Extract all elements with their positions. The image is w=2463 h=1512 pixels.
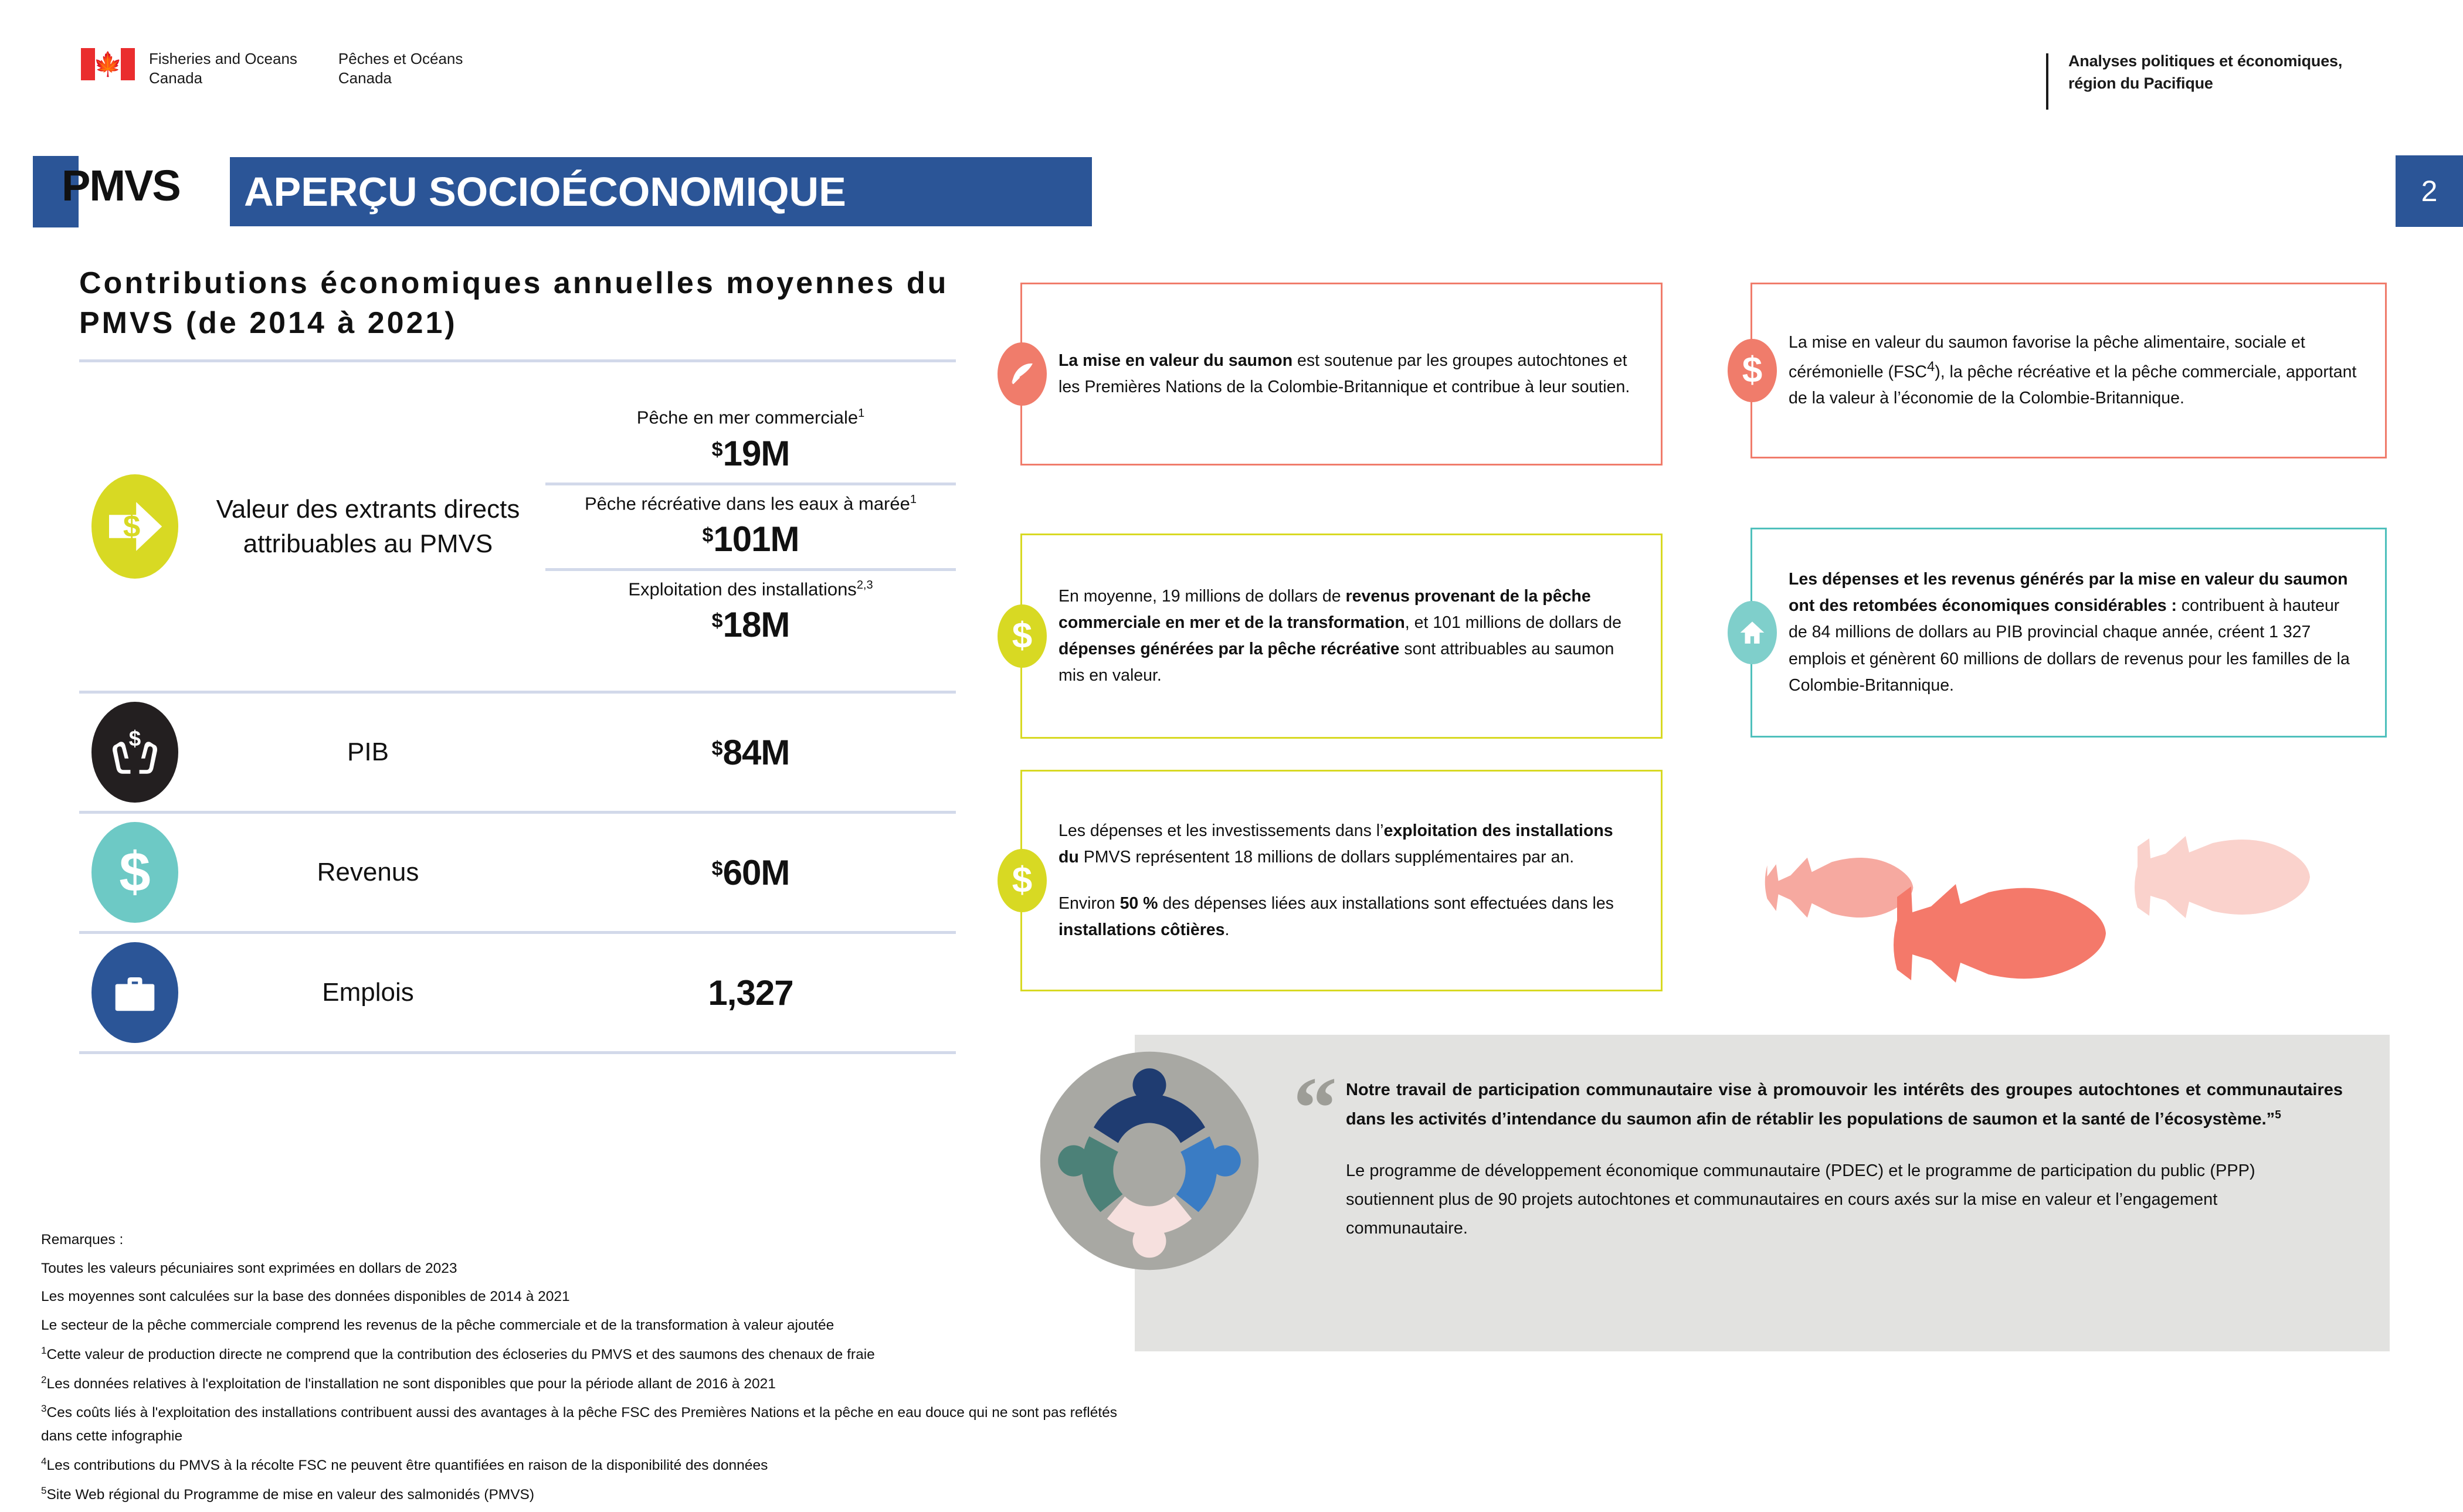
sub-row: [545, 399, 956, 482]
page-title: APERÇU SOCIOÉCONOMIQUE: [244, 169, 846, 215]
callout-text: Les dépenses et les revenus générés par la mise en valeur du saumon ont des retombées économiques considérables : contribuent à hauteur de 84 millions de dollars au PIB provincial chaque année, créent 1 327 emplois et génèrent 60 millions de dollars de revenus pour les familles de la Colombie-Britannique.: [1789, 570, 2350, 695]
callout-box: [1012, 770, 1663, 991]
callout-text: Les dépenses et les investissements dans l’exploitation des installations du PMVS représentent 18 millions de dollars supplémentaires par an. Environ 50 % des dépenses liées aux installations sont effectuées dans les installations côtières.: [1059, 821, 1614, 940]
footnote-item: Les moyennes sont calculées sur la base des données disponibles de 2014 à 2021: [41, 1289, 570, 1305]
row-icon-cell: [79, 702, 191, 803]
page-number: 2: [2421, 175, 2438, 208]
sub-row-caption: Pêche récréative dans les eaux à marée$^1$: [585, 492, 917, 514]
row-label: Emplois: [322, 978, 414, 1007]
contributions-table: [79, 359, 956, 1054]
callout-text: La mise en valeur du saumon est soutenue par les groupes autochtones et les Premières Nations de la Colombie-Britannique et contribue à leur soutien.: [1059, 351, 1630, 396]
footnotes-heading: Remarques :: [41, 1232, 124, 1248]
hands-dollar-icon: [91, 702, 178, 803]
dollar-glyph: $: [119, 841, 151, 904]
economic-contributions-panel: [79, 264, 956, 1054]
row-icon-cell: [79, 474, 191, 579]
salmon-fish-icon: [1756, 827, 2378, 1014]
row-value: 1,327: [708, 973, 793, 1012]
table-row: [79, 814, 956, 931]
callout-box: [1012, 534, 1663, 739]
brand-label: PMVS: [62, 161, 180, 210]
sub-row-value: $19M: [711, 433, 790, 473]
feather-icon: [998, 342, 1047, 406]
footnote-item: $^4$Les contributions du PMVS à la récolte FSC ne peuvent être quantifiées en raison de la disponibilité des données: [41, 1455, 768, 1474]
signature-french: Pêches et Océans Canada: [338, 50, 463, 87]
government-of-canada-signature: [81, 48, 463, 89]
header-subtitle: [2068, 50, 2385, 95]
community-circle-icon: [1038, 1049, 1261, 1272]
quote-secondary: Le programme de développement économique communautaire (PDEC) et le programme de participation du public (PPP) soutiennent plus de 90 projets autochtones et communautaires en cours axés sur la mise en valeur et l’engagement communautaire.: [1346, 1161, 2255, 1238]
row-label: Revenus: [317, 858, 419, 887]
footnote-item: $^1$Cette valeur de production directe ne comprend que la contribution des écloseries du PMVS et des saumons des chenaux de fraie: [41, 1344, 875, 1363]
panel-title: Contributions économiques annuelles moyennes du PMVS (de 2014 à 2021): [79, 266, 949, 340]
signature-english: Fisheries and Oceans Canada: [149, 50, 297, 87]
table-divider: [79, 1051, 956, 1054]
svg-text:$: $: [128, 726, 141, 751]
row-label: Valeur des extrants directs attribuables au PMVS: [216, 494, 520, 559]
row-value: $84M: [711, 732, 790, 772]
footnote-item: Le secteur de la pêche commerciale comprend les revenus de la pêche commerciale et de la transformation à valeur ajoutée: [41, 1317, 834, 1334]
callout-text: En moyenne, 19 millions de dollars de revenus provenant de la pêche commerciale en mer et de la transformation, et 101 millions de dollars de dépenses générées par la pêche récréative sont attribuables au saumon mis en valeur.: [1059, 586, 1621, 685]
footnotes-block: [41, 1228, 1144, 1512]
sub-row-caption: Pêche en mer commerciale$^1$: [636, 407, 865, 428]
sub-row-caption: Exploitation des installations$^{2,3}$: [628, 578, 873, 600]
sub-row-value: $18M: [711, 604, 790, 644]
row-value-cell: [545, 399, 956, 653]
callout-box: [1750, 528, 2387, 738]
signature-wordmark: [149, 48, 463, 89]
sub-row: [545, 485, 956, 568]
row-value-cell: [545, 734, 956, 771]
quote-text-block: [1346, 1076, 2343, 1243]
table-row: [79, 694, 956, 811]
dollar-sign-icon: $: [998, 604, 1047, 668]
callout-box: [1020, 283, 1663, 466]
row-icon-cell: [79, 822, 191, 923]
row-value-cell: [545, 974, 956, 1011]
dollar-sign-icon: $: [1728, 339, 1777, 402]
row-value-cell: [545, 854, 956, 891]
callout-box: [1742, 283, 2387, 458]
sub-row: [545, 571, 956, 654]
quote-mark-icon: “: [1293, 1059, 1337, 1157]
row-icon-cell: [79, 942, 191, 1043]
footnote-item: $^5$Site Web régional du Programme de mise en valeur des salmonidés (PMVS): [41, 1484, 535, 1503]
header-subtitle-text: Analyses politiques et économiques, région du Pacifique: [2068, 52, 2343, 93]
footnote-item: $^3$Ces coûts liés à l'exploitation des installations contribuent aussi des avantages à la pêche FSC des Premières Nations et la pêche en eau douce qui ne sont pas reflétés dans cette infographie: [41, 1403, 1118, 1445]
vertical-rule-divider: [2046, 53, 2048, 110]
value-output-arrow-icon: [91, 474, 178, 579]
house-icon: [1728, 601, 1777, 664]
table-row: [79, 934, 956, 1051]
callout-text: La mise en valeur du saumon favorise la pêche alimentaire, sociale et cérémonielle (FSC$^4$), la pêche récréative et la pêche commerciale, apportant de la valeur à l’économie de la Colombie-Britannique.: [1789, 332, 2357, 408]
dollar-sign-icon: $: [998, 849, 1047, 912]
row-value: $60M: [711, 852, 790, 892]
footnote-item: Toutes les valeurs pécuniaires sont exprimées en dollars de 2023: [41, 1260, 457, 1276]
row-label: PIB: [347, 738, 389, 767]
svg-text:$: $: [123, 509, 141, 544]
table-row: [79, 362, 956, 691]
footnote-item: $^2$Les données relatives à l'exploitation de l'installation ne sont disponibles que pour la période allant de 2016 à 2021: [41, 1374, 776, 1392]
page-number-badge: [2396, 155, 2463, 227]
dollar-sign-icon: [91, 822, 178, 923]
sub-row-value: $101M: [702, 519, 799, 559]
briefcase-icon: [91, 942, 178, 1043]
canada-flag-icon: 🍁: [81, 48, 135, 80]
page-title-bar: [230, 157, 1092, 226]
quote-primary: Notre travail de participation communautaire vise à promouvoir les intérêts des groupes autochtones et communautaires dans les activités d’intendance du saumon afin de rétablir les populations de saumon et la santé de l’écosystème.”$^5$: [1346, 1081, 2343, 1129]
